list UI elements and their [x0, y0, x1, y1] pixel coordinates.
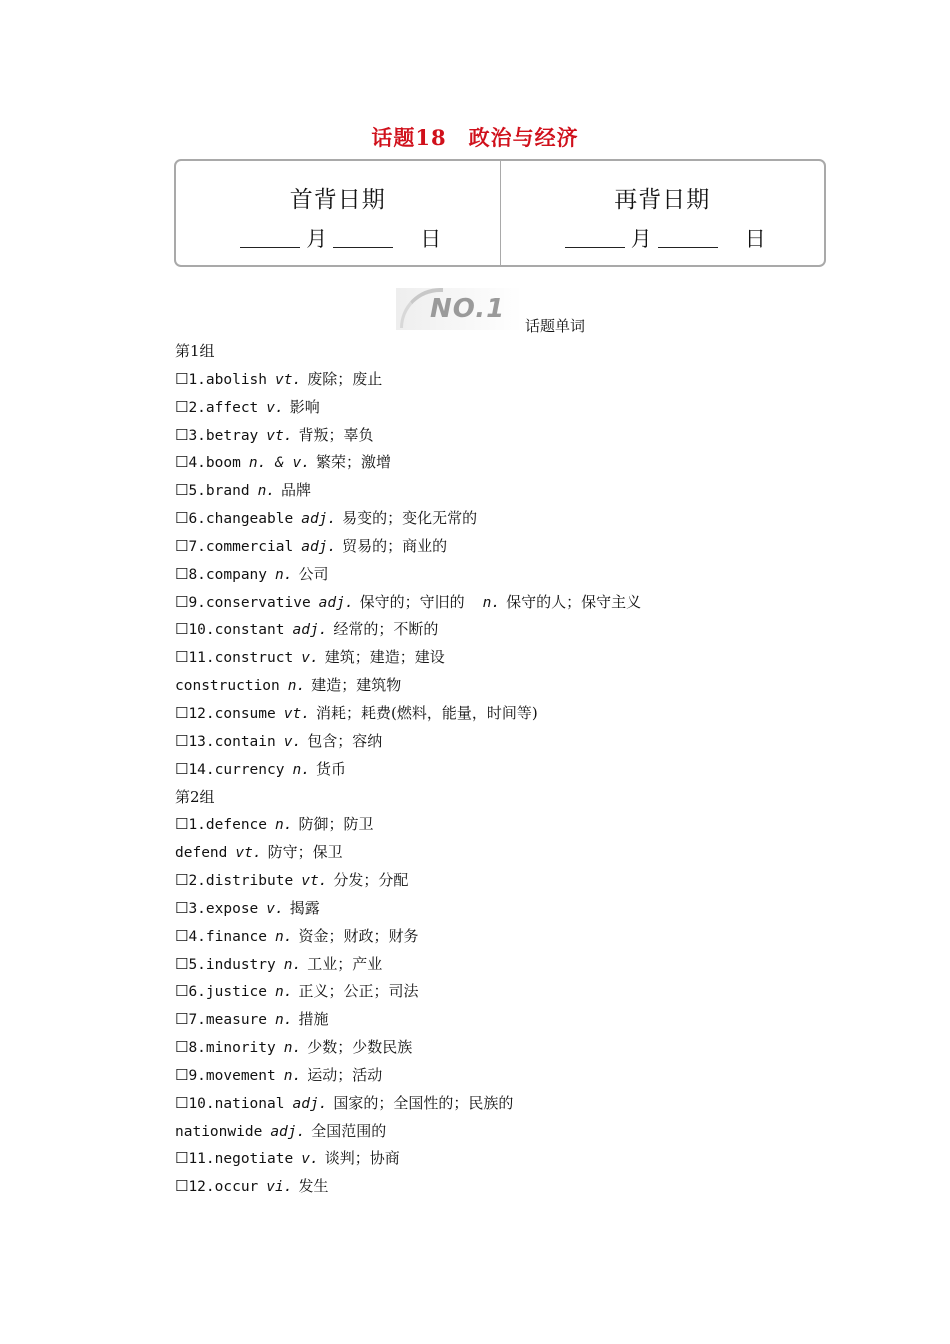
checkbox[interactable]: ☐	[175, 592, 189, 611]
vocab-word: 1.abolish	[188, 371, 268, 388]
vocab-entry	[175, 369, 875, 397]
month-blank[interactable]	[240, 227, 300, 248]
part-of-speech: n.	[275, 928, 293, 945]
vocab-word: 10.national	[188, 1095, 285, 1112]
vocab-meaning: 国家的；全国性的；民族的	[333, 1093, 514, 1112]
vocab-meaning: 全国范围的	[311, 1121, 387, 1140]
part-of-speech: adj.	[301, 538, 337, 555]
vocab-entry	[175, 842, 875, 870]
day-label: 日	[744, 227, 766, 251]
vocab-word: nationwide	[175, 1123, 263, 1140]
part-of-speech: n.	[275, 984, 293, 1001]
vocab-entry	[175, 1037, 875, 1065]
badge-text: NO.1	[430, 294, 506, 324]
vocab-word: 7.measure	[188, 1012, 268, 1029]
vocab-word: 13.contain	[188, 733, 276, 750]
vocab-entry	[175, 619, 875, 647]
checkbox[interactable]: ☐	[175, 759, 189, 778]
vocab-word: 12.consume	[188, 705, 276, 722]
checkbox[interactable]: ☐	[175, 815, 189, 834]
month-label: 月	[630, 227, 652, 251]
vocab-meaning: 工业；产业	[307, 954, 383, 973]
vocab-entry	[175, 926, 875, 954]
part-of-speech: n.	[257, 483, 276, 500]
vocab-meaning: 谈判；协商	[324, 1149, 400, 1168]
vocab-entry	[175, 1176, 875, 1204]
vocab-entry	[175, 564, 875, 592]
checkbox[interactable]: ☐	[175, 481, 189, 500]
vocab-word: 2.distribute	[188, 873, 294, 890]
vocab-word: 6.changeable	[188, 511, 294, 528]
part-of-speech: n.	[287, 678, 306, 695]
first-review-date	[176, 161, 500, 265]
part-of-speech: n.	[292, 761, 310, 778]
part-of-speech: n.	[275, 817, 293, 834]
checkbox[interactable]: ☐	[175, 954, 189, 973]
vocab-entry	[175, 898, 875, 926]
part-of-speech: n.	[275, 566, 293, 583]
vocab-word: 7.commercial	[188, 538, 294, 555]
vocab-meaning: 贸易的；商业的	[342, 536, 448, 555]
part-of-speech: n.	[283, 1040, 302, 1057]
checkbox[interactable]: ☐	[175, 1093, 189, 1112]
checkbox[interactable]: ☐	[175, 871, 189, 890]
vocab-meaning: 经常的；不断的	[333, 620, 439, 639]
part-of-speech: v.	[301, 1151, 319, 1168]
second-review-label: 再背日期	[614, 187, 711, 213]
part-of-speech: adj.	[318, 594, 354, 611]
vocab-word: 12.occur	[188, 1179, 259, 1196]
first-review-date-line	[176, 223, 500, 253]
month-blank[interactable]	[565, 227, 625, 248]
vocab-meaning: 建造；建筑物	[311, 676, 402, 695]
vocab-meaning: 易变的；变化无常的	[342, 509, 478, 528]
month-label: 月	[306, 227, 328, 251]
part-of-speech: v.	[266, 399, 284, 416]
checkbox[interactable]: ☐	[175, 1038, 189, 1057]
vocab-word: 2.affect	[188, 399, 259, 416]
vocab-meaning: 保守的人；保守主义	[506, 592, 642, 611]
vocab-meaning: 运动；活动	[307, 1065, 383, 1084]
vocab-meaning: 正义；公正；司法	[298, 982, 419, 1001]
vocab-meaning: 揭露	[289, 898, 320, 917]
checkbox[interactable]: ☐	[175, 731, 189, 750]
vocab-word: construction	[175, 678, 280, 695]
part-of-speech: n.	[275, 1012, 293, 1029]
vocab-meaning: 货币	[315, 759, 346, 778]
vocab-entry	[175, 870, 875, 898]
part-of-speech: n.	[283, 1067, 302, 1084]
group-heading-text: 第1组	[175, 342, 215, 360]
section-number-badge	[396, 286, 524, 330]
checkbox[interactable]: ☐	[175, 648, 189, 667]
vocabulary-list	[175, 341, 875, 1204]
vocab-word: 14.currency	[188, 761, 285, 778]
part-of-speech: adj.	[270, 1123, 306, 1140]
part-of-speech: vt.	[266, 427, 293, 444]
part-of-speech: adj.	[292, 622, 328, 639]
vocab-meaning: 建筑；建造；建设	[324, 648, 445, 667]
vocab-entry	[175, 1065, 875, 1093]
checkbox[interactable]: ☐	[175, 703, 189, 722]
checkbox[interactable]: ☐	[175, 982, 189, 1001]
part-of-speech: n.	[482, 594, 501, 611]
part-of-speech: v.	[283, 733, 302, 750]
vocab-meaning: 品牌	[281, 481, 312, 500]
vocab-word: 1.defence	[188, 817, 268, 834]
vocab-meaning: 措施	[298, 1010, 329, 1029]
group-heading-text: 第2组	[175, 787, 215, 806]
vocab-word: 6.justice	[188, 984, 268, 1001]
page-title: 话题18 政治与经济	[371, 125, 579, 150]
vocab-entry	[175, 592, 875, 620]
checkbox[interactable]: ☐	[175, 1010, 189, 1029]
vocab-word: 9.movement	[188, 1067, 276, 1084]
vocab-meaning: 包含；容纳	[307, 731, 383, 750]
vocab-meaning: 影响	[289, 397, 320, 416]
part-of-speech: adj.	[301, 511, 337, 528]
part-of-speech: vt.	[275, 371, 302, 388]
vocab-word: 3.expose	[188, 900, 259, 917]
day-blank[interactable]	[658, 227, 718, 248]
vocab-meaning: 资金；财政；财务	[298, 926, 419, 945]
checkbox[interactable]: ☐	[175, 453, 189, 472]
vocab-entry	[175, 1009, 875, 1037]
vocab-meaning: 繁荣；激增	[315, 453, 391, 472]
vocab-word: defend	[175, 845, 228, 862]
vocab-meaning: 废除；废止	[307, 369, 383, 388]
checkbox[interactable]: ☐	[175, 1149, 189, 1168]
checkbox[interactable]: ☐	[175, 620, 189, 639]
day-blank[interactable]	[333, 227, 393, 248]
vocab-entry	[175, 1148, 875, 1176]
vocab-entry	[175, 425, 875, 453]
vocab-entry	[175, 480, 875, 508]
vocab-word: 9.conservative	[188, 594, 311, 611]
checkbox[interactable]: ☐	[175, 369, 189, 388]
second-review-date-line	[501, 223, 825, 253]
vocab-meaning: 防御；防卫	[298, 815, 374, 834]
checkbox[interactable]: ☐	[175, 926, 189, 945]
vocab-word: 11.construct	[188, 650, 294, 667]
checkbox[interactable]: ☐	[175, 397, 189, 416]
vocab-entry	[175, 814, 875, 842]
vocab-meaning: 少数；少数民族	[307, 1038, 413, 1057]
vocab-meaning: 保守的；守旧的	[359, 592, 465, 611]
vocab-word: 4.finance	[188, 928, 268, 945]
part-of-speech: v.	[266, 900, 284, 917]
group-heading	[175, 787, 875, 815]
vocab-word: 5.industry	[188, 956, 276, 973]
checkbox[interactable]: ☐	[175, 898, 189, 917]
vocab-entry	[175, 675, 875, 703]
vocab-entry	[175, 731, 875, 759]
vocab-entry	[175, 954, 875, 982]
vocab-entry	[175, 759, 875, 787]
checkbox[interactable]: ☐	[175, 509, 189, 528]
checkbox[interactable]: ☐	[175, 1177, 189, 1196]
vocab-meaning: 分发；分配	[333, 871, 409, 890]
vocab-word: 10.constant	[188, 622, 285, 639]
vocab-word: 5.brand	[188, 483, 250, 500]
vocab-entry	[175, 647, 875, 675]
vocab-entry	[175, 452, 875, 480]
part-of-speech: n.	[283, 956, 302, 973]
part-of-speech: v.	[301, 650, 319, 667]
vocab-meaning: 背叛；辜负	[298, 425, 374, 444]
vocab-word: 3.betray	[188, 427, 259, 444]
vocab-entry	[175, 703, 875, 731]
second-review-date	[500, 161, 825, 265]
vocab-entry	[175, 508, 875, 536]
vocab-word: 4.boom	[188, 455, 241, 472]
vocab-meaning: 消耗；耗费(燃料，能量，时间等)	[315, 703, 538, 722]
checkbox[interactable]: ☐	[175, 425, 189, 444]
vocab-meaning: 公司	[298, 564, 329, 583]
section-label: 话题单词	[525, 317, 586, 335]
vocab-entry	[175, 981, 875, 1009]
group-heading	[175, 341, 875, 369]
vocab-entry	[175, 1093, 875, 1121]
part-of-speech: vi.	[266, 1179, 293, 1196]
vocab-entry	[175, 536, 875, 564]
vocab-word: 11.negotiate	[188, 1151, 294, 1168]
vocab-word: 8.company	[188, 566, 268, 583]
vocab-entry	[175, 397, 875, 425]
part-of-speech: vt.	[283, 705, 310, 722]
day-label: 日	[420, 227, 442, 251]
part-of-speech: n. & v.	[248, 455, 310, 472]
checkbox[interactable]: ☐	[175, 1065, 189, 1084]
part-of-speech: vt.	[301, 873, 328, 890]
vocab-word: 8.minority	[188, 1040, 276, 1057]
checkbox[interactable]: ☐	[175, 564, 189, 583]
part-of-speech: vt.	[235, 845, 262, 862]
checkbox[interactable]: ☐	[175, 536, 189, 555]
first-review-label: 首背日期	[289, 187, 386, 213]
review-date-box	[174, 159, 826, 267]
vocab-meaning: 发生	[298, 1177, 329, 1196]
vocab-meaning: 防守；保卫	[267, 843, 343, 862]
part-of-speech: adj.	[292, 1095, 328, 1112]
vocab-entry	[175, 1121, 875, 1149]
